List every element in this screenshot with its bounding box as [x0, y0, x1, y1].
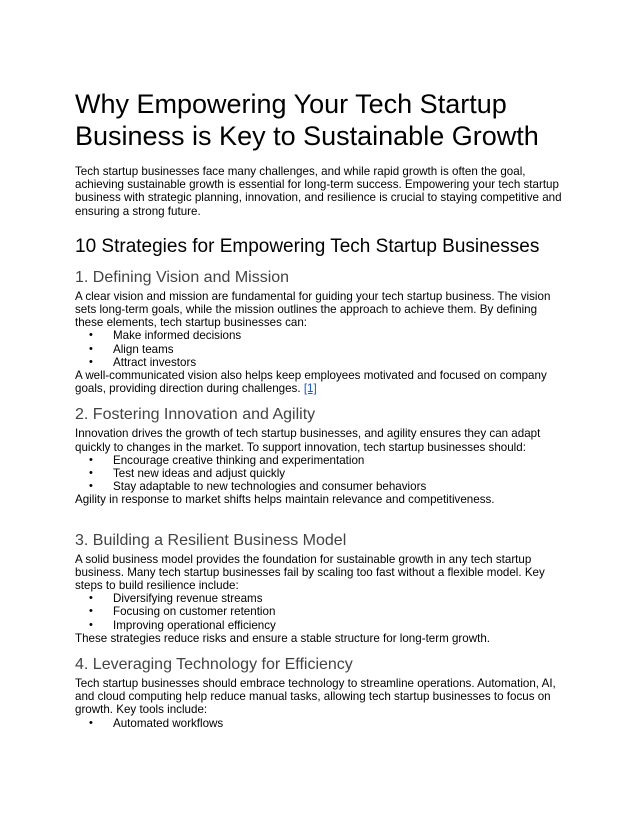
section-heading: 4. Leveraging Technology for Efficiency: [75, 656, 353, 674]
closing-text: A well-communicated vision also helps keep employees motivated and focused on company goals, providing direction during challenges.: [75, 369, 547, 396]
list-item-text: Improving operational efficiency: [113, 618, 276, 632]
list-item: [89, 717, 565, 730]
section-paragraph: Innovation drives the growth of tech startup businesses, and agility ensures they can adapt quickly to changes in the market. To support innovation, tech startup businesses should:: [75, 427, 541, 454]
section-paragraph: A clear vision and mission are fundamental for guiding your tech startup business. The vision sets long-term goals, while the mission outlines the approach to achieve them. By defining these elements, tech startup businesses can:: [75, 289, 551, 330]
bullet-icon: •: [89, 605, 93, 618]
bullet-icon: •: [89, 618, 93, 631]
list-item-text: Automated workflows: [113, 716, 224, 730]
bullet-icon: •: [89, 716, 93, 729]
bullet-icon: •: [89, 453, 93, 466]
list-item: [89, 329, 565, 342]
blank-line: [75, 507, 565, 521]
bullet-icon: •: [89, 480, 93, 493]
section-closing: These strategies reduce risks and ensure a stable structure for long-term growth.: [75, 631, 490, 645]
list-item: [89, 356, 565, 369]
list-item-text: Test new ideas and adjust quickly: [113, 467, 286, 481]
section-closing: [75, 369, 565, 395]
bullet-icon: •: [89, 592, 93, 605]
list-item-text: Align teams: [113, 342, 174, 356]
list-item-text: Focusing on customer retention: [113, 605, 276, 619]
bullet-icon: •: [89, 355, 93, 368]
document-title: Why Empowering Your Tech Startup Business is Key to Sustainable Growth: [75, 89, 539, 151]
list-item-text: Make informed decisions: [113, 329, 242, 343]
list-item: [89, 454, 565, 467]
section-paragraph: A solid business model provides the foundation for sustainable growth in any tech startup business. Many tech startup businesses fail by scaling too fast without a flexible model. Key steps to build resilience include:: [75, 552, 545, 593]
list-item-text: Encourage creative thinking and experimentation: [113, 453, 365, 467]
list-item-text: Attract investors: [113, 355, 197, 369]
section-paragraph: Tech startup businesses should embrace technology to streamline operations. Automation, AI, and cloud computing help reduce manual tasks, allowing tech startup businesses to focus on growth. Key tools include:: [75, 677, 556, 717]
section-heading: 2. Fostering Innovation and Agility: [75, 406, 316, 424]
list-item: [89, 605, 565, 618]
section-closing: Agility in response to market shifts helps maintain relevance and competitiveness.: [75, 493, 495, 507]
reference-link[interactable]: [1]: [303, 382, 317, 396]
list-item: [89, 343, 565, 356]
strategies-heading: 10 Strategies for Empowering Tech Startup Businesses: [75, 235, 540, 257]
bullet-list: [75, 329, 565, 369]
list-item: [89, 619, 565, 632]
section-heading: 1. Defining Vision and Mission: [75, 268, 290, 286]
list-item: [89, 467, 565, 480]
section-heading: 3. Building a Resilient Business Model: [75, 531, 347, 549]
bullet-icon: •: [89, 342, 93, 355]
bullet-icon: •: [89, 467, 93, 480]
list-item-text: Diversifying revenue streams: [113, 592, 263, 606]
bullet-list: [75, 717, 565, 730]
list-item-text: Stay adaptable to new technologies and consumer behaviors: [113, 480, 427, 494]
bullet-list: [75, 592, 565, 632]
intro-paragraph: Tech startup businesses face many challenges, and while rapid growth is often the goal, achieving sustainable growth is essential for long-term success. Empowering your tech startup business with strategic planning, innovation, and resilience is crucial to staying competitive and ensuring a strong future.: [75, 165, 562, 218]
bullet-icon: •: [89, 329, 93, 342]
list-item: [89, 592, 565, 605]
bullet-list: [75, 454, 565, 494]
document-page: [75, 88, 565, 730]
list-item: [89, 480, 565, 493]
